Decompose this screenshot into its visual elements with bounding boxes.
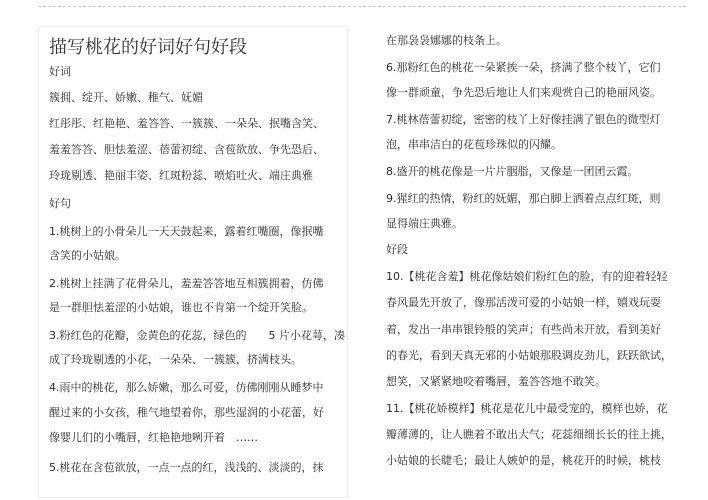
text-line: 像婴儿们的小嘴唇，红艳艳地咧开着 …… [49, 431, 258, 444]
text-line: 小姑娘的长睫毛；最让人嫉妒的是，桃花开的时候，桃枝 [386, 454, 661, 467]
text-line: 瓣薄薄的，让人瞧着不敢出大气；花蕊细细长长的往上挑， [386, 428, 672, 441]
text-line: 显得端庄典雅。 [386, 217, 463, 230]
text-line: 11.【桃花娇模样】桃花是花儿中最受宠的，模样也娇，花 [386, 402, 668, 415]
text-line: 6.那粉红色的桃花一朵紧挨一朵，挤满了整个枝丫，它们 [386, 61, 661, 74]
section-heading-sentences: 好句 [49, 197, 71, 210]
text-line: 成了玲珑剔透的小花，一朵朵、一簇簇，挤满枝头。 [49, 353, 302, 366]
text-line: 1.桃树上的小骨朵儿一天天鼓起来，露着红嘴圈，像抿嘴 [49, 225, 324, 238]
text-line: 10.【桃花含羞】桃花像姑娘们粉红色的脸，有的迎着轻轻 [386, 270, 668, 283]
section-heading-paragraphs: 好段 [386, 243, 408, 256]
text-line: 红彤彤、红艳艳、羞答答、一簇簇、一朵朵、抿嘴含笑、 [49, 117, 324, 130]
text-line: 醒过来的小女孩，稚气地望着你，那些湿润的小花蕾，好 [49, 406, 324, 419]
page-top-divider [38, 6, 686, 7]
right-column [380, 26, 680, 496]
text-line: 2.桃树上挂满了花骨朵儿，羞羞答答地互相簇拥着，仿佛 [49, 277, 324, 290]
text-line: 9.猩红的热情，粉红的妩媚，那白脚上洒着点点红斑，则 [386, 192, 661, 205]
text-line: 的春光，看到天真无邪的小姑娘那股调皮劲儿，跃跃欲试， [386, 349, 672, 362]
page-title: 描写桃花的好词好句好段 [49, 37, 247, 58]
text-line: 3.粉红色的花瓣，金黄色的花蕊，绿色的 5 片小花萼，凑 [49, 329, 345, 342]
text-line: 春风最先开放了，像那活泼可爱的小姑娘一样，嬉戏玩耍 [386, 296, 661, 309]
section-heading-words: 好词 [49, 65, 71, 78]
text-line: 在那袅袅娜娜的枝条上。 [386, 34, 507, 47]
text-line: 含笑的小姑娘。 [49, 249, 126, 262]
text-line: 是一群胆怯羞涩的小姑娘，谁也不肯第一个绽开笑脸。 [49, 301, 313, 314]
text-line: 泡，串串洁白的花苞珍珠似的闪耀。 [386, 138, 562, 151]
text-line: 7.桃林蓓蕾初绽，密密的枝丫上好像挂满了银色的微型灯 [386, 113, 661, 126]
text-line: 羞羞答答、胆怯羞涩、蓓蕾初绽、含苞欲放、争先恐后、 [49, 143, 324, 156]
text-line: 像一群顽童，争先恐后地让人们来观赏自己的艳丽风姿。 [386, 86, 661, 99]
text-line: 8.盛开的桃花像是一片片胭脂，又像是一团团云霞。 [386, 165, 639, 178]
text-line: 着，发出一串串银铃般的笑声；有些尚未开放，看到美好 [386, 323, 661, 336]
text-line: 想笑，又紧紧地咬着嘴唇，羞答答地不敢笑。 [386, 375, 606, 388]
text-line: 4.雨中的桃花，那么娇嫩，那么可爱，仿佛刚刚从睡梦中 [49, 381, 324, 394]
left-column [38, 26, 348, 498]
text-line: 玲珑剔透、艳丽丰姿、红斑粉蕊、喷焰吐火、端庄典雅 [49, 169, 313, 182]
text-line: 簇拥、绽开、娇嫩、稚气、妩媚 [49, 91, 203, 104]
text-line: 5.桃花在含苞欲放，一点一点的红，浅浅的、淡淡的，抹 [49, 461, 324, 474]
